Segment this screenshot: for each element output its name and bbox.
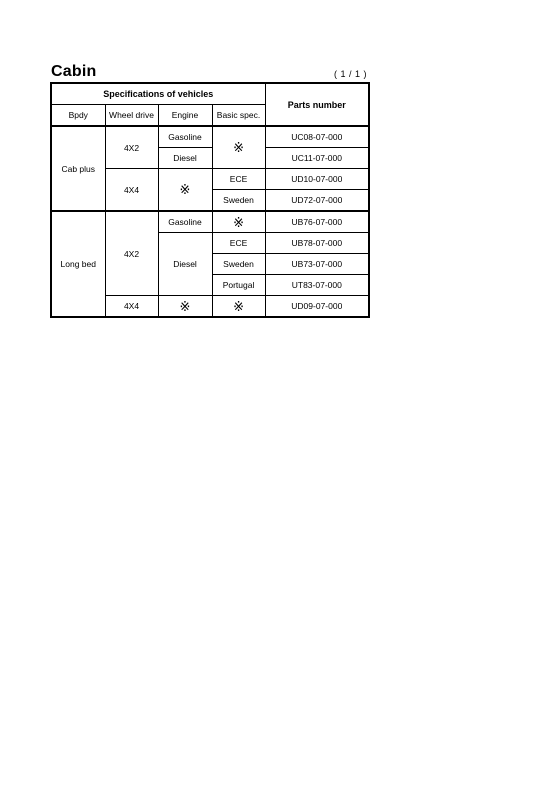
basic-spec-mark: ※ (212, 296, 265, 318)
parts-number-cell: UC11-07-000 (265, 148, 369, 169)
basic-spec-mark: ※ (212, 126, 265, 169)
parts-number-cell: UD09-07-000 (265, 296, 369, 318)
wheel-drive-cell: 4X2 (105, 126, 158, 169)
table-header-row (51, 83, 369, 105)
basic-spec-mark: ※ (212, 211, 265, 233)
basic-spec-cell: ECE (212, 169, 265, 190)
body-long-bed: Long bed (51, 211, 105, 317)
cabin-parts-table (50, 82, 370, 318)
column-header-basic-spec: Basic spec. (212, 105, 265, 127)
basic-spec-cell: ECE (212, 233, 265, 254)
engine-mark: ※ (158, 169, 212, 212)
engine-cell: Diesel (158, 148, 212, 169)
engine-cell: Gasoline (158, 211, 212, 233)
wheel-drive-cell: 4X4 (105, 169, 158, 212)
specifications-header: Specifications of vehicles (51, 83, 265, 105)
parts-number-cell: UB76-07-000 (265, 211, 369, 233)
page-number: ( 1 / 1 ) (333, 69, 367, 79)
body-cab-plus: Cab plus (51, 126, 105, 211)
engine-cell: Gasoline (158, 126, 212, 148)
parts-number-cell: UC08-07-000 (265, 126, 369, 148)
basic-spec-cell: Portugal (212, 275, 265, 296)
column-header-engine: Engine (158, 105, 212, 127)
engine-mark: ※ (158, 296, 212, 318)
parts-number-header: Parts number (265, 83, 369, 126)
basic-spec-cell: Sweden (212, 254, 265, 275)
wheel-drive-cell: 4X2 (105, 211, 158, 296)
wheel-drive-cell: 4X4 (105, 296, 158, 318)
parts-number-cell: UT83-07-000 (265, 275, 369, 296)
engine-cell: Diesel (158, 233, 212, 296)
page-title: Cabin (51, 63, 97, 80)
parts-number-cell: UB73-07-000 (265, 254, 369, 275)
table-row (51, 126, 369, 148)
table-row (51, 211, 369, 233)
basic-spec-cell: Sweden (212, 190, 265, 212)
parts-number-cell: UD72-07-000 (265, 190, 369, 212)
column-header-body: Bpdy (51, 105, 105, 127)
parts-number-cell: UB78-07-000 (265, 233, 369, 254)
parts-number-cell: UD10-07-000 (265, 169, 369, 190)
column-header-wheel-drive: Wheel drive (105, 105, 158, 127)
